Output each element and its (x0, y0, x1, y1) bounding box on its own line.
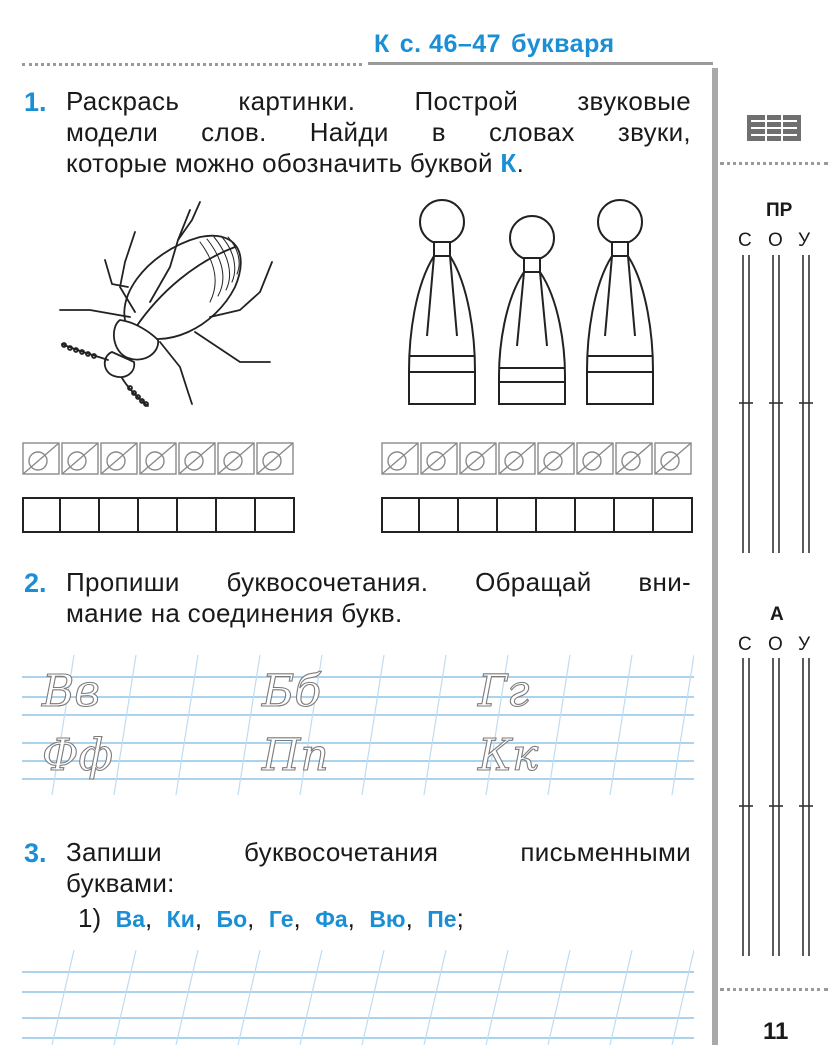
sample-script-5: Пп (262, 730, 329, 781)
task3-line2: буквами: (66, 868, 175, 898)
task1-letter-k: К (500, 148, 517, 178)
task2-word: вни- (638, 567, 691, 597)
sample-script-4: Фф (42, 730, 113, 781)
syllable: Пе (427, 906, 457, 932)
task3-number: 3. (24, 838, 47, 868)
header-rule (368, 62, 713, 65)
slant-guide-line (424, 950, 446, 1045)
comma: , (144, 903, 153, 933)
margin-divider (712, 68, 718, 1045)
task1-period: . (516, 148, 525, 178)
sound-cell[interactable] (217, 497, 256, 533)
task2-text (66, 567, 691, 629)
comma: , (347, 903, 355, 933)
slant-guide-line (362, 655, 384, 795)
margin-table1-lines (738, 255, 818, 560)
syllable-separator-cell[interactable] (23, 443, 59, 474)
semicolon: ; (456, 903, 464, 933)
task1-word: Найди (309, 117, 389, 147)
syllable-separator-cell[interactable] (460, 443, 496, 474)
bowling-pins-picture[interactable] (405, 196, 670, 413)
slant-guide-line (610, 655, 632, 795)
slant-guide-line (52, 950, 74, 1045)
margin-table2-lines (738, 658, 818, 963)
sound-cell[interactable] (381, 497, 420, 533)
task1-word: Раскрась (66, 86, 180, 116)
sample-script-6: Кк (478, 730, 539, 781)
task2-word: Пропиши (66, 567, 180, 597)
task3-text (66, 837, 691, 899)
task1-text (66, 86, 691, 179)
sample-script-1: Вв (42, 666, 100, 717)
syllable: Вю (369, 906, 406, 932)
margin-bottom-dotted-line (720, 988, 828, 991)
sample-script-3: Гг (478, 666, 530, 717)
sound-cell[interactable] (576, 497, 615, 533)
margin-table2-col-o: О (768, 634, 783, 655)
sound-cell[interactable] (615, 497, 654, 533)
syllable-separator-cell[interactable] (101, 443, 137, 474)
task1-word: модели (66, 117, 159, 147)
margin-table1-col-s: С (738, 230, 752, 251)
task1-word: картинки. (238, 86, 356, 116)
slant-guide-line (362, 950, 384, 1045)
task1-word: в (431, 117, 446, 147)
sound-cell[interactable] (178, 497, 217, 533)
task3-item-number: 1) (78, 903, 102, 933)
task2-line2: мание на соединения букв. (66, 598, 403, 628)
slant-guide-line (548, 655, 570, 795)
slant-guide-line (176, 950, 198, 1045)
header-letter: К (374, 30, 390, 58)
header-pages: с. 46–47 (399, 30, 502, 58)
slant-guide-line (424, 655, 446, 795)
margin-table2-col-s: С (738, 634, 752, 655)
syllable-separator-cell[interactable] (257, 443, 293, 474)
sound-cell[interactable] (498, 497, 537, 533)
task1-word: слов. (201, 117, 267, 147)
comma: , (405, 903, 413, 933)
sound-cell[interactable] (22, 497, 61, 533)
syllable-cells-left[interactable] (22, 441, 297, 482)
task2-word: Обращай (475, 567, 592, 597)
task3-item1 (78, 903, 464, 934)
syllable-separator-cell[interactable] (140, 443, 176, 474)
sound-cell[interactable] (654, 497, 693, 533)
slant-guide-line (238, 950, 260, 1045)
syllable-separator-cell[interactable] (218, 443, 254, 474)
slant-guide-line (238, 655, 260, 795)
margin-table2-title: А (770, 604, 784, 625)
sound-model-right[interactable] (381, 497, 693, 533)
handwriting-lines-task2[interactable] (22, 655, 694, 800)
syllable-separator-cell[interactable] (62, 443, 98, 474)
slant-guide-line (672, 950, 694, 1045)
comma: , (247, 903, 255, 933)
comma: , (293, 903, 301, 933)
beetle-picture[interactable] (50, 192, 300, 422)
slant-guide-line (610, 950, 632, 1045)
task3-word: письменными (520, 837, 691, 867)
task1-line3: которые можно обозначить буквой (66, 148, 501, 178)
sound-cell[interactable] (61, 497, 100, 533)
task1-word: звуки, (617, 117, 691, 147)
sound-cell[interactable] (139, 497, 178, 533)
slant-guide-line (672, 655, 694, 795)
sound-model-left[interactable] (22, 497, 295, 533)
slant-guide-line (300, 950, 322, 1045)
syllable: Фа (315, 906, 348, 932)
header-dotted-line (22, 63, 362, 66)
syllable-separator-cell[interactable] (577, 443, 613, 474)
comma: , (194, 903, 203, 933)
slant-guide-line (486, 950, 508, 1045)
task1-word: Построй (414, 86, 519, 116)
margin-table1-col-o: О (768, 230, 783, 251)
syllable-cells-right[interactable] (381, 441, 693, 482)
page-number: 11 (763, 1018, 789, 1045)
task2-number: 2. (24, 568, 47, 598)
slant-guide-line (114, 655, 136, 795)
slant-guide-line (176, 655, 198, 795)
margin-table1-title: ПР (766, 200, 793, 221)
handwriting-lines-task3[interactable] (22, 950, 694, 1050)
syllable-separator-cell[interactable] (616, 443, 652, 474)
sound-cell[interactable] (256, 497, 295, 533)
sample-script-2: Бб (262, 666, 322, 717)
sound-cell[interactable] (420, 497, 459, 533)
syllable-separator-cell[interactable] (179, 443, 215, 474)
syllable-separator-cell[interactable] (382, 443, 418, 474)
syllable: Ки (166, 906, 195, 932)
task3-word: Запиши (66, 837, 162, 867)
slant-guide-line (548, 950, 570, 1045)
header-reference (374, 30, 625, 59)
syllable-separator-cell[interactable] (499, 443, 535, 474)
sound-cell[interactable] (459, 497, 498, 533)
task3-word: буквосочетания (244, 837, 439, 867)
sound-cell[interactable] (100, 497, 139, 533)
syllable: Бо (216, 906, 248, 932)
task1-number: 1. (24, 87, 47, 117)
header-book: букваря (511, 30, 615, 58)
syllable: Ва (115, 906, 145, 932)
margin-table2-col-u: У (798, 634, 811, 655)
syllable-separator-cell[interactable] (421, 443, 457, 474)
margin-dotted-line (720, 162, 828, 165)
slant-guide-line (114, 950, 136, 1045)
syllable: Ге (268, 906, 294, 932)
task1-word: звуковые (577, 86, 691, 116)
task2-word: буквосочетания. (226, 567, 429, 597)
syllable-separator-cell[interactable] (538, 443, 574, 474)
abacus-icon (745, 113, 803, 143)
task1-word: словах (489, 117, 575, 147)
margin-table1-col-u: У (798, 230, 811, 251)
syllable-separator-cell[interactable] (655, 443, 691, 474)
sound-cell[interactable] (537, 497, 576, 533)
